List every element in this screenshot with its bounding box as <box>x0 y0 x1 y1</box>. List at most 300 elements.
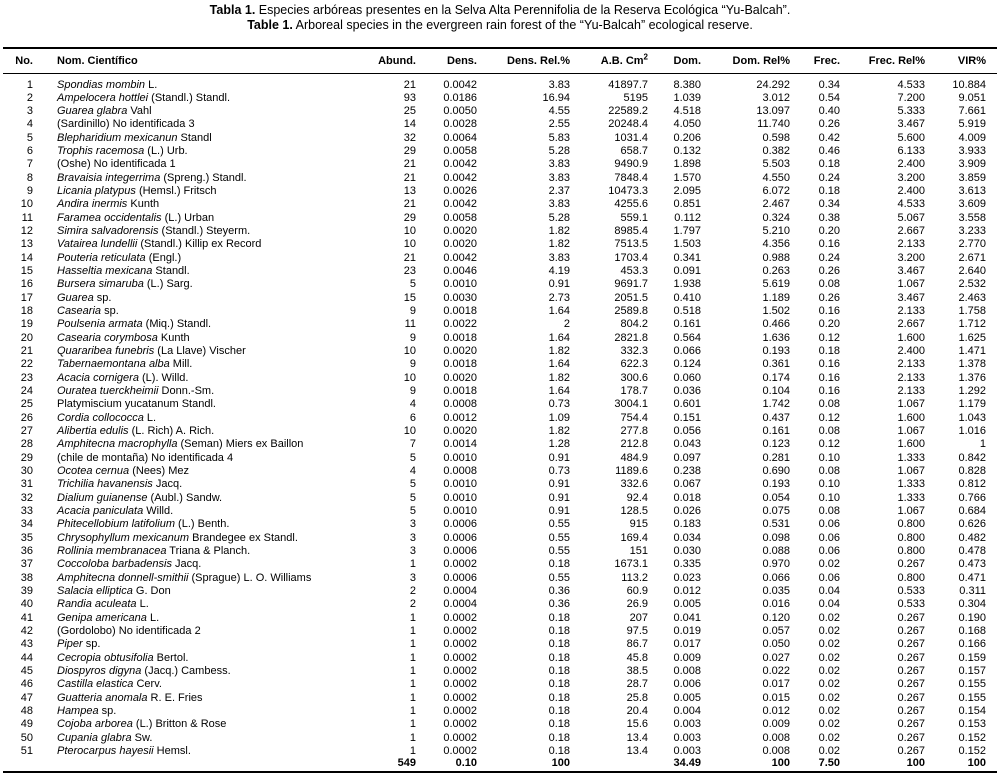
cell-domrel: 0.690 <box>762 465 790 478</box>
cell-no: 51 <box>20 745 33 757</box>
cell-frec: 0.34 <box>818 78 840 91</box>
cell-dens: 0.0002 <box>443 705 477 717</box>
cell-dens: 0.0042 <box>443 251 477 264</box>
cell-vir: 2.463 <box>958 291 986 304</box>
cell-dom: 0.183 <box>673 518 701 531</box>
cell-densrel: 5.83 <box>548 131 570 144</box>
cell-domrel: 0.066 <box>762 571 790 584</box>
species-name: Blepharidium mexicanun <box>57 131 178 144</box>
table-row <box>0 358 1000 371</box>
species-name: Acacia cornigera <box>57 371 139 384</box>
cell-dom: 0.564 <box>673 331 701 344</box>
cell-scientific-name <box>57 305 357 318</box>
cell-scientific-name <box>57 358 357 371</box>
cell-frecrel: 2.133 <box>897 238 925 251</box>
table-row <box>0 79 1000 92</box>
cell-dens: 0.0002 <box>443 745 477 757</box>
cell-ab: 3004.1 <box>614 398 648 411</box>
cell-vir: 3.909 <box>958 158 986 171</box>
species-authority: sp. <box>101 305 119 318</box>
cell-vir: 3.613 <box>958 185 986 198</box>
table-row <box>0 425 1000 438</box>
cell-no: 16 <box>20 278 33 291</box>
cell-frec: 0.16 <box>818 371 840 384</box>
cell-frec: 0.46 <box>818 145 840 158</box>
table-row <box>0 132 1000 145</box>
cell-no: 4 <box>26 118 33 131</box>
cell-dom: 0.005 <box>673 691 701 704</box>
cell-frec: 0.16 <box>818 238 840 251</box>
cell-densrel: 0.18 <box>548 651 570 664</box>
cell-abund: 1 <box>409 651 416 664</box>
cell-vir: 0.304 <box>958 598 986 611</box>
caption-spanish <box>0 3 1000 18</box>
cell-densrel: 0.18 <box>548 558 570 571</box>
cell-abund: 6 <box>409 411 416 424</box>
cell-ab: 13.4 <box>626 745 648 757</box>
cell-scientific-name <box>57 158 357 171</box>
cell-frec: 0.04 <box>818 585 840 598</box>
species-authority: Jacq. <box>152 478 183 491</box>
cell-domrel: 0.324 <box>762 211 790 224</box>
cell-scientific-name <box>57 265 357 278</box>
cell-dens: 0.0064 <box>443 131 477 144</box>
cell-domrel: 0.161 <box>762 425 790 438</box>
cell-abund: 32 <box>403 131 416 144</box>
cell-ab: 622.3 <box>620 358 648 371</box>
cell-ab: 151 <box>629 545 648 558</box>
cell-dom: 0.601 <box>673 398 701 411</box>
cell-ab: 1031.4 <box>614 131 648 144</box>
cell-dens: 0.0042 <box>443 78 477 91</box>
cell-frecrel: 3.200 <box>897 251 925 264</box>
table-row <box>0 145 1000 158</box>
cell-densrel: 0.91 <box>548 505 570 518</box>
header-vir: VIR% <box>957 55 986 67</box>
cell-densrel: 0.36 <box>548 598 570 611</box>
cell-vir: 0.478 <box>958 545 986 558</box>
species-name: Amphitecna donnell-smithii <box>57 571 189 584</box>
cell-dom: 0.012 <box>673 585 701 598</box>
cell-ab: 559.1 <box>620 211 648 224</box>
species-name: Poulsenia armata <box>57 318 143 331</box>
cell-dens: 0.0018 <box>443 358 477 371</box>
header-no: No. <box>15 55 33 67</box>
cell-no: 23 <box>20 371 33 384</box>
cell-domrel: 0.098 <box>762 531 790 544</box>
cell-dom: 2.095 <box>673 185 701 198</box>
cell-domrel: 4.356 <box>762 238 790 251</box>
cell-no: 18 <box>20 305 33 318</box>
species-authority: Kunth <box>157 331 190 344</box>
cell-scientific-name <box>57 532 357 545</box>
species-authority: (L.) Benth. <box>175 518 230 531</box>
species-authority: (Engl.) <box>145 251 182 264</box>
cell-dens: 0.0002 <box>443 718 477 731</box>
cell-frec: 0.02 <box>818 691 840 704</box>
table-row <box>0 732 1000 745</box>
header-rule <box>3 73 997 74</box>
cell-domrel: 1.189 <box>762 291 790 304</box>
cell-frec: 0.18 <box>818 345 840 358</box>
cell-frec: 0.20 <box>818 318 840 331</box>
cell-dom: 8.380 <box>673 78 701 91</box>
cell-abund: 1 <box>409 718 416 731</box>
cell-dens: 0.0014 <box>443 438 477 451</box>
cell-no: 40 <box>20 598 33 611</box>
species-name: Bursera simaruba <box>57 278 144 291</box>
table-row <box>0 678 1000 691</box>
cell-dens: 0.0006 <box>443 531 477 544</box>
cell-no: 17 <box>20 291 33 304</box>
cell-dens: 0.0002 <box>443 691 477 704</box>
cell-domrel: 0.008 <box>762 745 790 757</box>
cell-vir: 0.828 <box>958 465 986 478</box>
cell-frec: 0.38 <box>818 211 840 224</box>
total-dens: 0.10 <box>455 757 477 769</box>
header-name: Nom. Científico <box>57 55 138 67</box>
cell-scientific-name <box>57 625 357 638</box>
cell-frec: 0.18 <box>818 185 840 198</box>
cell-abund: 5 <box>409 505 416 518</box>
cell-frec: 0.12 <box>818 438 840 451</box>
cell-frecrel: 2.667 <box>897 225 925 238</box>
header-frec: Frec. <box>813 55 840 67</box>
cell-no: 33 <box>20 505 33 518</box>
species-name: Simira salvadorensis <box>57 225 159 238</box>
cell-frecrel: 1.067 <box>897 505 925 518</box>
cell-dens: 0.0050 <box>443 105 477 118</box>
cell-dens: 0.0010 <box>443 491 477 504</box>
species-name: Dialium guianense <box>57 491 148 504</box>
cell-dens: 0.0002 <box>443 731 477 744</box>
species-authority: (Spreng.) Standl. <box>160 171 247 184</box>
table-row <box>0 585 1000 598</box>
cell-scientific-name <box>57 145 357 158</box>
cell-ab: 1189.6 <box>615 465 648 478</box>
cell-dens: 0.0058 <box>443 211 477 224</box>
species-authority: (La Llave) Vischer <box>154 345 246 358</box>
header-ab-sup: 2 <box>643 52 648 62</box>
species-authority: (L. Rich) A. Rich. <box>128 425 215 438</box>
cell-frec: 0.02 <box>818 731 840 744</box>
cell-ab: 60.9 <box>626 585 648 598</box>
cell-dom: 0.008 <box>673 665 701 678</box>
species-name: Chrysophyllum mexicanum <box>57 531 190 544</box>
cell-scientific-name <box>57 385 357 398</box>
cell-abund: 2 <box>409 598 416 611</box>
cell-densrel: 3.83 <box>548 158 570 171</box>
cell-no: 12 <box>20 225 33 238</box>
cell-abund: 3 <box>409 518 416 531</box>
species-authority: Vahl <box>127 105 152 118</box>
cell-frec: 0.12 <box>818 331 840 344</box>
cell-densrel: 0.18 <box>548 665 570 678</box>
cell-dens: 0.0008 <box>443 465 477 478</box>
cell-ab: 26.9 <box>626 598 648 611</box>
species-name: Guarea glabra <box>57 105 128 118</box>
cell-frec: 0.02 <box>818 558 840 571</box>
cell-ab: 754.4 <box>620 411 648 424</box>
table-row <box>0 692 1000 705</box>
cell-frec: 0.06 <box>818 531 840 544</box>
cell-densrel: 5.28 <box>548 211 570 224</box>
cell-scientific-name <box>57 478 357 491</box>
caption-english <box>0 18 1000 33</box>
cell-dens: 0.0002 <box>443 638 477 651</box>
cell-dom: 0.005 <box>673 598 701 611</box>
cell-domrel: 0.015 <box>762 691 790 704</box>
cell-abund: 1 <box>409 611 416 624</box>
cell-no: 50 <box>20 731 33 744</box>
cell-frec: 0.10 <box>818 478 840 491</box>
cell-abund: 25 <box>403 105 416 118</box>
species-authority: Donn.-Sm. <box>158 385 215 398</box>
cell-dens: 0.0002 <box>443 678 477 691</box>
cell-frec: 0.08 <box>818 398 840 411</box>
table-row <box>0 225 1000 238</box>
species-name: Coccoloba barbadensis <box>57 558 172 571</box>
species-name: Amphitecna macrophylla <box>57 438 178 451</box>
species-authority: L. <box>145 78 158 91</box>
species-authority: Cerv. <box>133 678 162 691</box>
species-authority: Triana & Planch. <box>166 545 251 558</box>
cell-vir: 1.292 <box>958 385 986 398</box>
cell-vir: 1.471 <box>958 345 986 358</box>
cell-scientific-name <box>57 372 357 385</box>
cell-dom: 0.518 <box>673 305 701 318</box>
cell-no: 49 <box>20 718 33 731</box>
cell-frecrel: 0.533 <box>897 585 925 598</box>
table-row <box>0 265 1000 278</box>
cell-dens: 0.0002 <box>443 665 477 678</box>
cell-frecrel: 0.800 <box>897 545 925 558</box>
species-authority: (L.) Sarg. <box>143 278 193 291</box>
cell-dom: 0.066 <box>673 345 701 358</box>
cell-vir: 3.933 <box>958 145 986 158</box>
cell-frec: 0.02 <box>818 745 840 757</box>
cell-frec: 0.54 <box>818 91 840 104</box>
cell-vir: 1.712 <box>958 318 986 331</box>
cell-abund: 1 <box>409 705 416 717</box>
cell-no: 44 <box>20 651 33 664</box>
species-authority: Jacq. <box>171 558 202 571</box>
cell-frecrel: 3.467 <box>897 118 925 131</box>
cell-ab: 7513.5 <box>614 238 648 251</box>
cell-domrel: 1.636 <box>762 331 790 344</box>
cell-vir: 5.919 <box>958 118 986 131</box>
species-name: Acacia paniculata <box>57 505 144 518</box>
cell-densrel: 3.83 <box>548 78 570 91</box>
cell-abund: 93 <box>403 91 416 104</box>
cell-abund: 5 <box>409 478 416 491</box>
cell-scientific-name <box>57 425 357 438</box>
species-name: Hasseltia mexicana <box>57 265 153 278</box>
cell-frec: 0.04 <box>818 598 840 611</box>
cell-scientific-name <box>57 92 357 105</box>
cell-densrel: 1.64 <box>548 385 570 398</box>
cell-densrel: 0.55 <box>548 545 570 558</box>
species-authority: (chile de montaña) No identificada 4 <box>57 451 234 464</box>
cell-vir: 0.159 <box>958 651 986 664</box>
cell-no: 1 <box>26 78 33 91</box>
table-row <box>0 252 1000 265</box>
cell-scientific-name <box>57 705 357 718</box>
cell-frec: 0.16 <box>818 385 840 398</box>
species-name: Salacia elliptica <box>57 585 133 598</box>
cell-dens: 0.0002 <box>443 651 477 664</box>
cell-domrel: 0.263 <box>762 265 790 278</box>
species-authority: (Aubl.) Sandw. <box>147 491 223 504</box>
cell-abund: 11 <box>404 318 416 331</box>
cell-abund: 1 <box>409 745 416 757</box>
cell-dom: 0.019 <box>673 625 701 638</box>
cell-ab: 453.3 <box>620 265 648 278</box>
cell-no: 10 <box>20 198 33 211</box>
table-row <box>0 452 1000 465</box>
cell-dens: 0.0020 <box>443 371 477 384</box>
species-authority: Bertol. <box>153 651 189 664</box>
cell-frecrel: 6.133 <box>897 145 925 158</box>
cell-vir: 2.770 <box>958 238 986 251</box>
cell-ab: 20.4 <box>626 705 648 717</box>
table-row <box>0 398 1000 411</box>
cell-ab: 86.7 <box>626 638 648 651</box>
cell-dom: 0.238 <box>673 465 701 478</box>
cell-ab: 8985.4 <box>614 225 648 238</box>
cell-densrel: 1.09 <box>548 411 570 424</box>
cell-densrel: 1.64 <box>548 305 570 318</box>
cell-no: 13 <box>20 238 33 251</box>
cell-vir: 10.884 <box>952 78 986 91</box>
cell-ab: 13.4 <box>626 731 648 744</box>
cell-dens: 0.0046 <box>443 265 477 278</box>
cell-frec: 0.26 <box>818 291 840 304</box>
cell-ab: 332.6 <box>620 478 648 491</box>
cell-scientific-name <box>57 198 357 211</box>
species-authority: (Standl.) Steyerm. <box>158 225 251 238</box>
cell-domrel: 0.104 <box>762 385 790 398</box>
cell-no: 21 <box>20 345 33 358</box>
cell-abund: 9 <box>409 385 416 398</box>
species-name: Rollinia membranacea <box>57 545 167 558</box>
cell-dens: 0.0004 <box>443 585 477 598</box>
cell-no: 5 <box>26 131 33 144</box>
cell-scientific-name <box>57 225 357 238</box>
header-dom: Dom. <box>673 55 701 67</box>
cell-frecrel: 1.333 <box>897 491 925 504</box>
cell-dom: 0.151 <box>673 411 701 424</box>
cell-no: 11 <box>21 211 33 224</box>
totals-row <box>0 757 1000 770</box>
cell-densrel: 1.82 <box>548 345 570 358</box>
species-name: Licania platypus <box>57 185 136 198</box>
cell-abund: 13 <box>403 185 416 198</box>
cell-scientific-name <box>57 505 357 518</box>
cell-vir: 1.179 <box>958 398 986 411</box>
cell-densrel: 1.82 <box>548 371 570 384</box>
species-authority: L. <box>146 611 160 624</box>
cell-dom: 0.006 <box>673 678 701 691</box>
caption-es-label: Tabla 1. <box>209 3 256 17</box>
cell-dens: 0.0030 <box>443 291 477 304</box>
cell-frec: 0.16 <box>818 358 840 371</box>
cell-dom: 0.041 <box>673 611 701 624</box>
cell-ab: 332.3 <box>620 345 648 358</box>
cell-scientific-name <box>57 598 357 611</box>
cell-abund: 4 <box>409 465 416 478</box>
cell-abund: 10 <box>403 345 416 358</box>
total-frec: 7.50 <box>818 757 840 769</box>
cell-scientific-name <box>57 105 357 118</box>
cell-vir: 0.166 <box>958 638 986 651</box>
cell-scientific-name <box>57 452 357 465</box>
species-name: Ocotea cernua <box>57 465 130 478</box>
cell-ab: 128.5 <box>620 505 648 518</box>
cell-densrel: 0.18 <box>548 625 570 638</box>
cell-vir: 0.190 <box>958 611 986 624</box>
cell-domrel: 0.022 <box>762 665 790 678</box>
species-name: Tabernaemontana alba <box>57 358 170 371</box>
header-dens-rel: Dens. Rel.% <box>507 55 570 67</box>
table-row <box>0 532 1000 545</box>
cell-dom: 0.030 <box>673 545 701 558</box>
species-name: Bravaisia integerrima <box>57 171 161 184</box>
total-abund: 549 <box>397 757 416 769</box>
cell-frec: 0.10 <box>818 491 840 504</box>
cell-domrel: 0.466 <box>762 318 790 331</box>
species-authority: (L.) Britton & Rose <box>132 718 227 731</box>
table-row <box>0 212 1000 225</box>
cell-densrel: 3.83 <box>548 171 570 184</box>
cell-dom: 0.009 <box>673 651 701 664</box>
species-name: Casearia <box>57 305 102 318</box>
cell-ab: 20248.4 <box>608 118 648 131</box>
cell-dens: 0.0012 <box>443 411 477 424</box>
cell-scientific-name <box>57 278 357 291</box>
species-name: Genipa americana <box>57 611 147 624</box>
cell-frecrel: 2.133 <box>897 371 925 384</box>
cell-frecrel: 7.200 <box>897 91 925 104</box>
species-authority: R. E. Fries <box>147 691 203 704</box>
species-authority: (Standl.) Standl. <box>148 91 231 104</box>
species-name: Cordia collococca <box>57 411 144 424</box>
cell-vir: 1 <box>979 438 986 451</box>
species-authority: Standl <box>177 131 212 144</box>
cell-dom: 0.004 <box>673 705 701 717</box>
cell-domrel: 0.988 <box>762 251 790 264</box>
species-authority: (Standl.) Killip ex Record <box>137 238 262 251</box>
cell-no: 19 <box>20 318 33 331</box>
cell-dom: 0.097 <box>673 451 701 464</box>
species-name: Hampea <box>57 705 99 717</box>
cell-domrel: 1.742 <box>762 398 790 411</box>
cell-dom: 0.043 <box>673 438 701 451</box>
cell-densrel: 0.91 <box>548 478 570 491</box>
cell-abund: 1 <box>409 665 416 678</box>
cell-ab: 277.8 <box>620 425 648 438</box>
cell-densrel: 3.83 <box>548 198 570 211</box>
cell-densrel: 0.18 <box>548 678 570 691</box>
species-authority: (L.) Urban <box>161 211 215 224</box>
cell-dom: 1.570 <box>673 171 701 184</box>
cell-vir: 1.625 <box>958 331 986 344</box>
cell-densrel: 2 <box>563 318 570 331</box>
cell-scientific-name <box>57 318 357 331</box>
cell-dens: 0.0020 <box>443 225 477 238</box>
cell-abund: 10 <box>403 225 416 238</box>
cell-scientific-name <box>57 332 357 345</box>
